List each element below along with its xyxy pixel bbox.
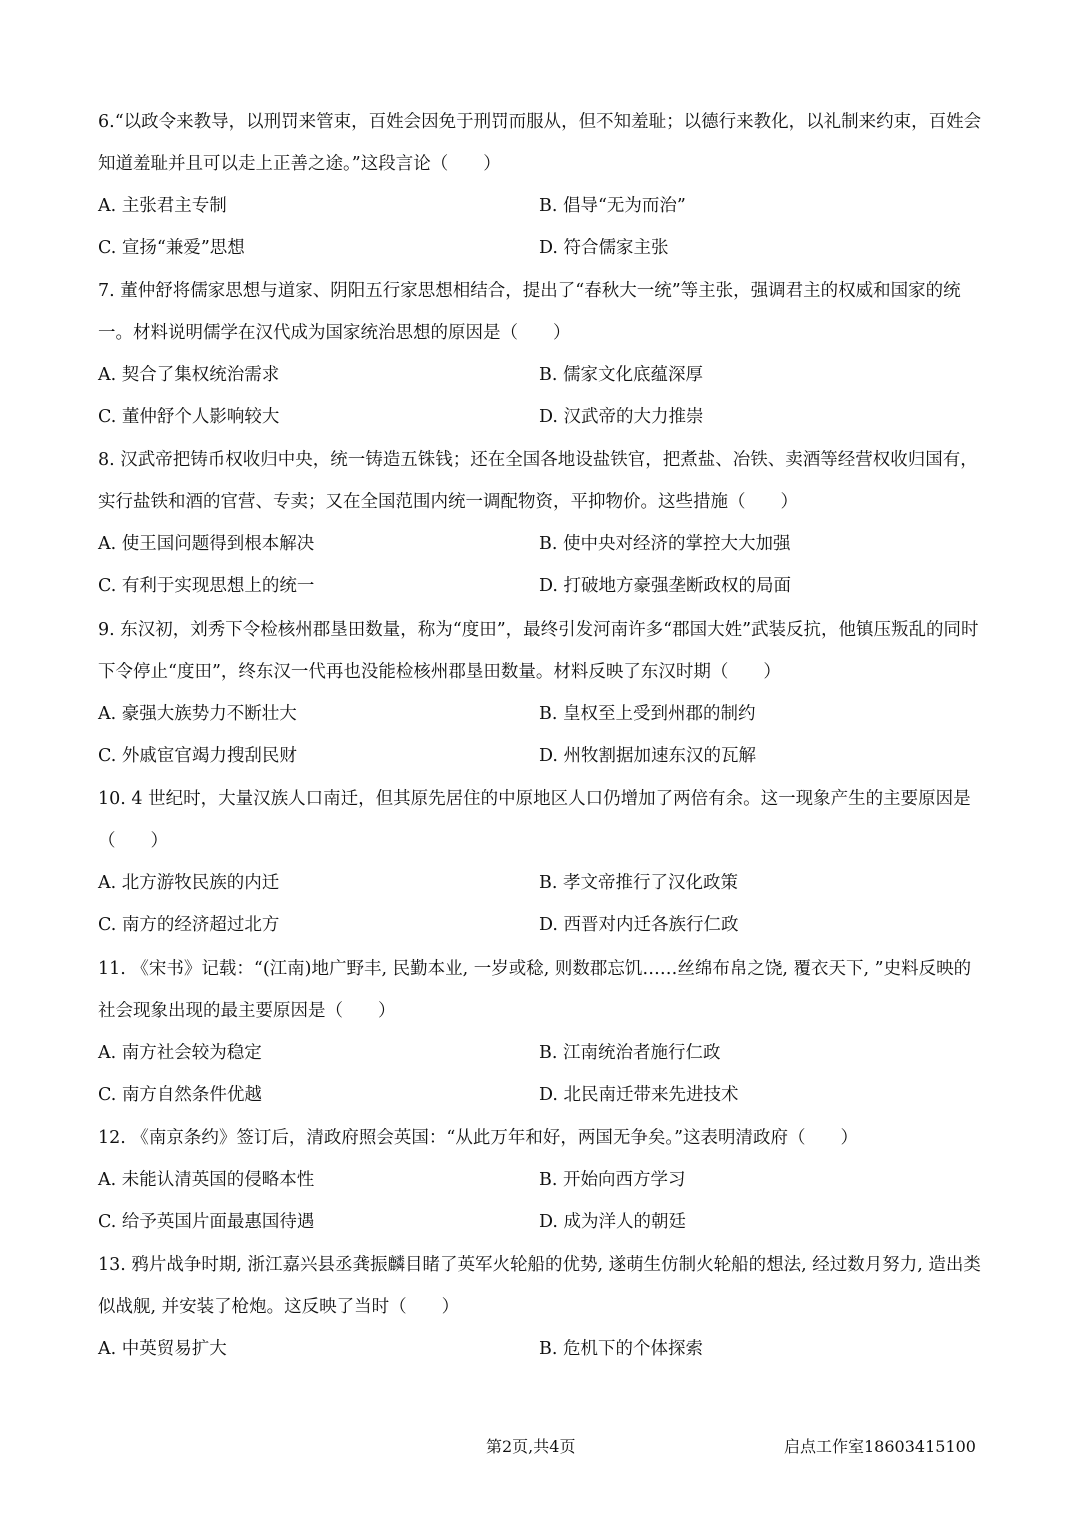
option-b: B. 孝文帝推行了汉化政策 <box>539 873 738 893</box>
question-stem: 7. 董仲舒将儒家思想与道家、阴阳五行家思想相结合，提出了“春秋大一统”等主张，强调君主的权威和国家的统一。材料说明儒学在汉代成为国家统治思想的原因是（ ） <box>98 281 961 343</box>
question-stem: 12. 《南京条约》签订后，清政府照会英国：“从此万年和好，两国无争矣。”这表明清政府（ ） <box>98 1128 859 1148</box>
option-b: B. 危机下的个体探索 <box>539 1339 703 1359</box>
option-c: C. 外戚宦官竭力搜刮民财 <box>98 746 297 766</box>
option-c: C. 南方自然条件优越 <box>98 1085 262 1105</box>
option-a: A. 契合了集权统治需求 <box>98 365 280 385</box>
option-a: A. 中英贸易扩大 <box>98 1339 227 1359</box>
option-d: D. 打破地方豪强垄断政权的局面 <box>539 576 792 596</box>
question-stem: 9. 东汉初，刘秀下令检核州郡垦田数量，称为“度田”，最终引发河南许多“郡国大姓”武装反抗，他镇压叛乱的同时下令停止“度田”，终东汉一代再也没能检核州郡垦田数量。材料反映了东汉时期（ ） <box>98 620 979 682</box>
option-b: B. 儒家文化底蕴深厚 <box>539 365 703 385</box>
option-a: A. 北方游牧民族的内迁 <box>98 873 280 893</box>
question-7 <box>98 270 988 438</box>
option-a: A. 使王国问题得到根本解决 <box>98 534 315 554</box>
option-b: B. 开始向西方学习 <box>539 1170 686 1190</box>
question-11 <box>98 948 988 1116</box>
options <box>98 1159 988 1243</box>
question-stem: 6.“以政令来教导，以刑罚来管束，百姓会因免于刑罚而服从，但不知羞耻；以德行来教化，以礼制来约束，百姓会知道羞耻并且可以走上正善之途。”这段言论（ ） <box>98 112 982 174</box>
option-b: B. 江南统治者施行仁政 <box>539 1043 721 1063</box>
option-a: A. 未能认清英国的侵略本性 <box>98 1170 315 1190</box>
option-c: C. 南方的经济超过北方 <box>98 915 280 935</box>
option-d: D. 成为洋人的朝廷 <box>539 1212 687 1232</box>
options <box>98 862 988 946</box>
options <box>98 523 988 607</box>
option-c: C. 有利于实现思想上的统一 <box>98 576 315 596</box>
question-8 <box>98 439 988 607</box>
options <box>98 1328 988 1370</box>
options <box>98 1032 988 1116</box>
option-d: D. 北民南迁带来先进技术 <box>539 1085 739 1105</box>
option-a: A. 南方社会较为稳定 <box>98 1043 262 1063</box>
options <box>98 693 988 777</box>
option-c: C. 宣扬“兼爱”思想 <box>98 238 245 258</box>
question-6 <box>98 101 988 269</box>
option-d: D. 汉武帝的大力推崇 <box>539 407 704 427</box>
options <box>98 354 988 438</box>
question-stem: 11. 《宋书》记载：“(江南)地广野丰, 民勤本业, 一岁或稔, 则数郡忘饥……丝绵布帛之饶, 覆衣天下, ”史料反映的社会现象出现的最主要原因是（ ） <box>98 959 972 1021</box>
option-d: D. 符合儒家主张 <box>539 238 669 258</box>
option-c: C. 董仲舒个人影响较大 <box>98 407 280 427</box>
question-9 <box>98 609 988 777</box>
question-stem: 10. 4 世纪时，大量汉族人口南迁，但其原先居住的中原地区人口仍增加了两倍有余。这一现象产生的主要原因是（ ） <box>98 789 971 851</box>
options <box>98 185 988 269</box>
question-stem: 13. 鸦片战争时期, 浙江嘉兴县丞龚振麟目睹了英军火轮船的优势, 遂萌生仿制火轮船的想法, 经过数月努力, 造出类似战舰, 并安装了枪炮。这反映了当时（ ） <box>98 1255 981 1317</box>
option-b: B. 倡导“无为而治” <box>539 196 686 216</box>
studio-contact: 启点工作室18603415100 <box>784 1437 976 1456</box>
question-stem: 8. 汉武帝把铸币权收归中央，统一铸造五铢钱；还在全国各地设盐铁官，把煮盐、冶铁、卖酒等经营权收归国有，实行盐铁和酒的官营、专卖；又在全国范围内统一调配物资，平抑物价。这些措施（ ） <box>98 450 978 512</box>
option-c: C. 给予英国片面最惠国待遇 <box>98 1212 315 1232</box>
option-b: B. 皇权至上受到州郡的制约 <box>539 704 756 724</box>
option-b: B. 使中央对经济的掌控大大加强 <box>539 534 791 554</box>
question-12 <box>98 1117 988 1243</box>
question-13 <box>98 1244 988 1370</box>
question-10 <box>98 778 988 946</box>
option-a: A. 豪强大族势力不断壮大 <box>98 704 297 724</box>
option-a: A. 主张君主专制 <box>98 196 227 216</box>
option-d: D. 西晋对内迁各族行仁政 <box>539 915 739 935</box>
option-d: D. 州牧割据加速东汉的瓦解 <box>539 746 757 766</box>
page-number: 第2页,共4页 <box>486 1437 576 1456</box>
